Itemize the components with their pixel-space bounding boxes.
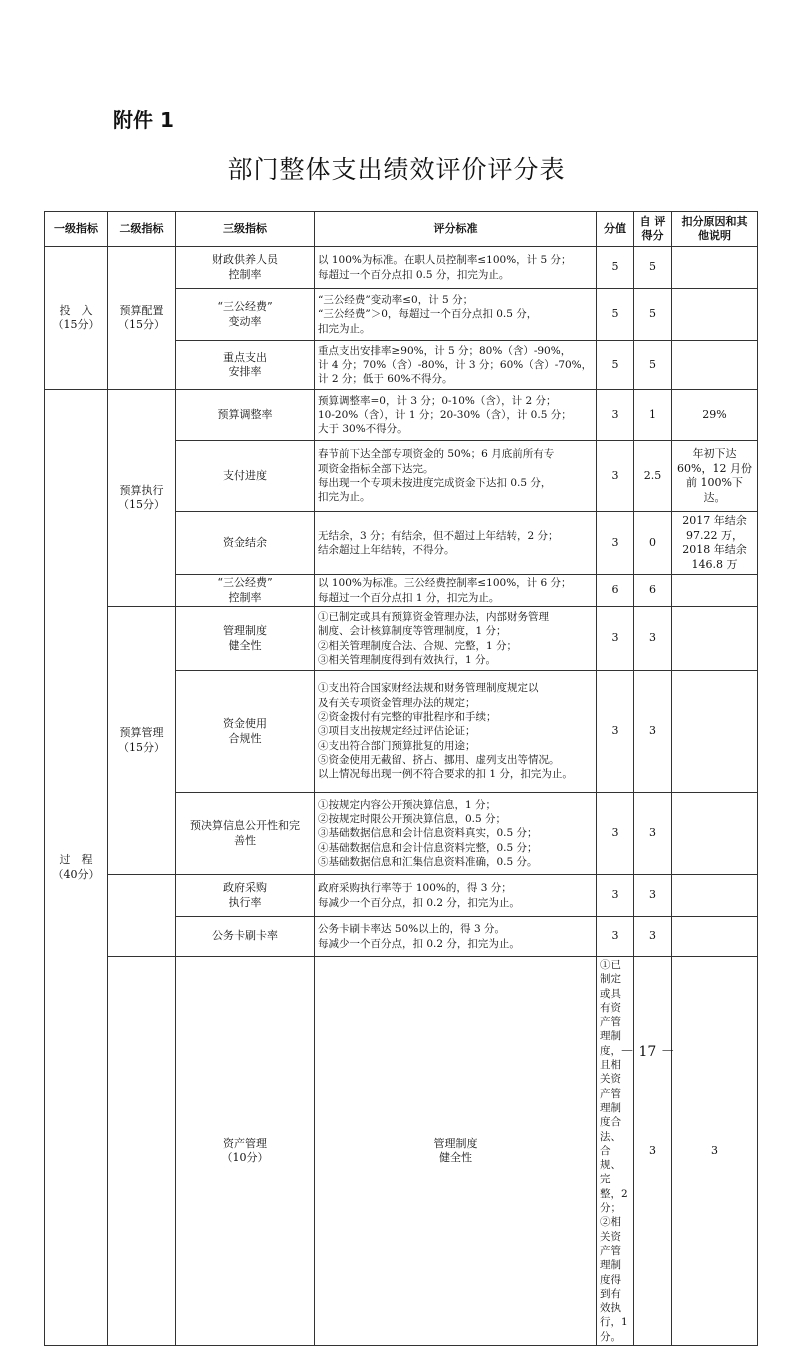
table-row — [45, 247, 758, 289]
criteria-cell: 以 100%为标准。在职人员控制率≤100%，计 5 分； 每超过一个百分点扣 0.5 分，扣完为止。 — [315, 247, 597, 289]
self-score-cell: 3 — [634, 607, 672, 671]
header-score: 分值 — [597, 212, 634, 247]
self-score-cell: 2.5 — [634, 441, 672, 512]
page-number: － 17 － — [620, 1044, 675, 1060]
score-cell: 3 — [597, 793, 634, 875]
notes-cell — [672, 607, 758, 671]
notes-cell — [672, 917, 758, 957]
score-cell: 3 — [597, 390, 634, 441]
criteria-cell: 重点支出安排率≥90%，计 5 分；80%（含）-90%， 计 4 分；70%（含）-80%，计 3 分；60%（含）-70%， 计 2 分；低于 60%不得分。 — [315, 341, 597, 390]
level2-cell-budget-execution: 预算执行 （15分） — [108, 390, 176, 607]
criteria-cell: “三公经费”变动率≤0，计 5 分； “三公经费”＞0，每超过一个百分点扣 0.5 分， 扣完为止。 — [315, 289, 597, 341]
self-score-cell: 3 — [672, 957, 758, 1346]
score-cell: 3 — [597, 917, 634, 957]
level3-cell: “三公经费” 变动率 — [176, 289, 315, 341]
header-self-score: 自 评 得分 — [634, 212, 672, 247]
header-level2: 二级指标 — [108, 212, 176, 247]
self-score-cell: 3 — [634, 875, 672, 917]
level2-cell-asset-management: 资产管理 （10分） — [176, 957, 315, 1346]
level3-cell: 预决算信息公开性和完 善性 — [176, 793, 315, 875]
level3-cell: 资金结余 — [176, 512, 315, 575]
self-score-cell: 0 — [634, 512, 672, 575]
level3-cell: 公务卡刷卡率 — [176, 917, 315, 957]
criteria-cell: 以 100%为标准。三公经费控制率≤100%，计 6 分； 每超过一个百分点扣 1 分，扣完为止。 — [315, 575, 597, 607]
level3-cell: 管理制度 健全性 — [176, 607, 315, 671]
level1-cell-input: 投 入 （15分） — [45, 247, 108, 390]
score-cell: 5 — [597, 289, 634, 341]
level2-cell-budget-allocation: 预算配置 （15分） — [108, 247, 176, 390]
score-cell: 3 — [597, 441, 634, 512]
table-row — [45, 957, 758, 1346]
header-notes: 扣分原因和其 他说明 — [672, 212, 758, 247]
notes-cell: 2017 年结余 97.22 万， 2018 年结余 146.8 万 — [672, 512, 758, 575]
self-score-cell: 5 — [634, 289, 672, 341]
level1-cell-empty — [108, 957, 176, 1346]
table-row — [45, 875, 758, 917]
self-score-cell: 3 — [634, 671, 672, 793]
evaluation-table — [44, 211, 758, 1346]
level3-cell: 支付进度 — [176, 441, 315, 512]
document-title: 部门整体支出绩效评价评分表 — [227, 155, 566, 184]
notes-cell — [672, 247, 758, 289]
level2-cell-unlabeled — [108, 875, 176, 957]
score-cell: 6 — [597, 575, 634, 607]
level3-cell: 政府采购 执行率 — [176, 875, 315, 917]
score-cell: 3 — [597, 512, 634, 575]
self-score-cell: 3 — [634, 917, 672, 957]
notes-cell: 29% — [672, 390, 758, 441]
level3-cell: “三公经费” 控制率 — [176, 575, 315, 607]
level2-cell-budget-management: 预算管理 （15分） — [108, 607, 176, 875]
table-row — [45, 607, 758, 671]
score-cell: 3 — [597, 607, 634, 671]
self-score-cell: 1 — [634, 390, 672, 441]
header-criteria: 评分标准 — [315, 212, 597, 247]
notes-cell — [672, 793, 758, 875]
criteria-cell: ①已制定或具有预算资金管理办法，内部财务管理 制度、会计核算制度等管理制度，1 分； ②相关管理制度合法、合规、完整，1 分； ③相关管理制度得到有效执行，1 分。 — [315, 607, 597, 671]
score-cell: 5 — [597, 247, 634, 289]
notes-cell: 年初下达 60%，12 月份 前 100%下 达。 — [672, 441, 758, 512]
level3-cell: 资金使用 合规性 — [176, 671, 315, 793]
level3-cell: 预算调整率 — [176, 390, 315, 441]
attachment-label: 附件 1 — [113, 108, 174, 132]
criteria-cell: 政府采购执行率等于 100%的，得 3 分； 每减少一个百分点，扣 0.2 分，扣完为止。 — [315, 875, 597, 917]
self-score-cell: 5 — [634, 341, 672, 390]
criteria-cell: 预算调整率=0，计 3 分；0-10%（含），计 2 分； 10-20%（含），计 1 分；20-30%（含），计 0.5 分； 大于 30%不得分。 — [315, 390, 597, 441]
notes-cell — [672, 671, 758, 793]
score-cell: 5 — [597, 341, 634, 390]
notes-cell — [672, 289, 758, 341]
self-score-cell: 3 — [634, 793, 672, 875]
table-row — [45, 390, 758, 441]
criteria-cell: 公务卡刷卡率达 50%以上的，得 3 分。 每减少一个百分点，扣 0.2 分，扣完为止。 — [315, 917, 597, 957]
notes-cell — [672, 341, 758, 390]
criteria-cell: ①已制定或具有资产管理制度，且相关资产管理制 度合法、合规、完整，2 分； ②相关资产管理制度得到有效执行，1 分。 — [597, 957, 634, 1346]
score-cell: 3 — [597, 875, 634, 917]
criteria-cell: 春节前下达全部专项资金的 50%；6 月底前所有专 项资金指标全部下达完。 每出现一个专项未按进度完成资金下达扣 0.5 分， 扣完为止。 — [315, 441, 597, 512]
criteria-cell: ①按规定内容公开预决算信息，1 分； ②按规定时限公开预决算信息，0.5 分； ③基础数据信息和会计信息资料真实，0.5 分； ④基础数据信息和会计信息资料完整，0.5 分； ⑤基础数据信息和汇集信息资料准确，0.5 分。 — [315, 793, 597, 875]
level1-cell-process: 过 程 （40分） — [45, 390, 108, 1346]
score-cell: 3 — [597, 671, 634, 793]
notes-cell — [672, 875, 758, 917]
level3-cell: 财政供养人员 控制率 — [176, 247, 315, 289]
score-cell: 3 — [634, 957, 672, 1346]
criteria-cell: ①支出符合国家财经法规和财务管理制度规定以 及有关专项资金管理办法的规定； ②资金拨付有完整的审批程序和手续； ③项目支出按规定经过评估论证； ④支出符合部门预算批复的用途； ⑤资金使用无截留、挤占、挪用、虚列支出等情况。 以上情况每出现一例不符合要求的扣 1 分，扣完为止。 — [315, 671, 597, 793]
self-score-cell: 6 — [634, 575, 672, 607]
notes-cell — [672, 575, 758, 607]
self-score-cell: 5 — [634, 247, 672, 289]
header-level3: 三级指标 — [176, 212, 315, 247]
level3-cell: 管理制度 健全性 — [315, 957, 597, 1346]
header-level1: 一级指标 — [45, 212, 108, 247]
criteria-cell: 无结余，3 分；有结余，但不超过上年结转，2 分； 结余超过上年结转，不得分。 — [315, 512, 597, 575]
table-header-row — [45, 212, 758, 247]
level3-cell: 重点支出 安排率 — [176, 341, 315, 390]
